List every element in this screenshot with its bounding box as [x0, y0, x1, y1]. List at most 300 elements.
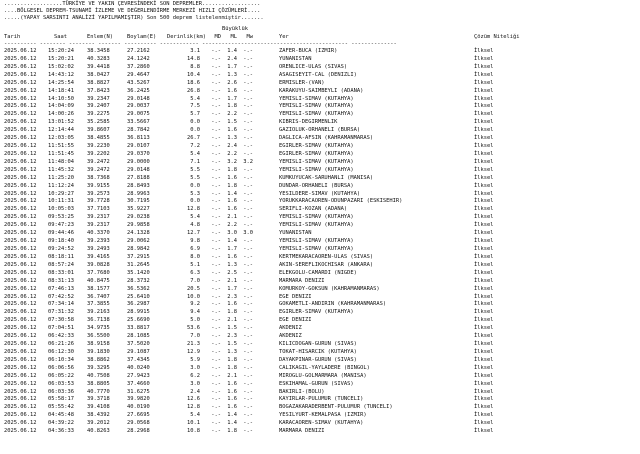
header-line-3: .....(YAPAY SARSINTI ANALİZİ YAPILMAMIŞTIR) Son 500 deprem listelenmiştir....... — [4, 15, 264, 21]
table-row — [4, 96, 634, 103]
row-solution-quality: İlksel — [474, 246, 494, 252]
table-row — [4, 151, 634, 158]
table-row — [4, 127, 634, 134]
row-longitude: 37.4345 — [127, 356, 150, 363]
row-ml: 1.6 — [227, 206, 237, 213]
row-date: 2025.06.12 — [4, 269, 37, 276]
row-date: 2025.06.12 — [4, 238, 37, 245]
row-ml: 1.8 — [227, 428, 237, 435]
row-md: -.- — [211, 238, 221, 245]
row-depth: 9.4 — [190, 309, 200, 316]
row-time: 07:34:14 — [48, 301, 74, 308]
row-time: 06:10:34 — [48, 356, 74, 363]
row-mw: -.- — [243, 396, 253, 403]
row-solution-quality: İlksel — [474, 48, 494, 54]
row-latitude: 36.5500 — [87, 333, 110, 340]
row-mw: -.- — [243, 79, 253, 86]
row-date: 2025.06.12 — [4, 309, 37, 316]
row-md: -.- — [211, 174, 221, 181]
row-time: 04:36:33 — [48, 428, 74, 435]
row-time: 12:14:44 — [48, 127, 74, 134]
row-md: -.- — [211, 230, 221, 237]
row-date: 2025.06.12 — [4, 230, 37, 237]
row-depth: 7.5 — [190, 103, 200, 110]
row-ml: 2.4 — [227, 55, 237, 62]
row-md: -.- — [211, 301, 221, 308]
row-mw: -.- — [243, 428, 253, 435]
row-time: 15:20:21 — [48, 55, 74, 62]
row-date: 2025.06.12 — [4, 222, 37, 229]
row-longitude: 36.5362 — [127, 285, 150, 292]
row-mw: -.- — [243, 372, 253, 379]
row-latitude: 39.7728 — [87, 198, 110, 205]
row-location: KERTMEKARACAOREN-ULAS (SIVAS) — [279, 253, 374, 260]
table-row — [4, 420, 634, 427]
col-header-location: Yer — [279, 34, 289, 40]
row-location: YESILDERE-SIMAV (KUTAHYA) — [279, 190, 361, 197]
row-depth: 5.4 — [190, 150, 200, 157]
row-ml: 1.6 — [227, 404, 237, 411]
row-ml: 1.4 — [227, 238, 237, 245]
row-depth: 6.2 — [190, 372, 200, 379]
row-mw: -.- — [243, 412, 253, 419]
row-time: 08:31:13 — [48, 277, 74, 284]
table-row — [4, 80, 634, 87]
row-solution-quality: İlksel — [474, 420, 494, 427]
row-solution-quality: İlksel — [474, 404, 494, 411]
row-mw: -.- — [243, 111, 253, 118]
row-md: -.- — [211, 206, 221, 213]
row-date: 2025.06.12 — [4, 261, 37, 268]
row-depth: 9.2 — [190, 301, 200, 308]
row-date: 2025.06.12 — [4, 380, 37, 387]
row-location: KAYIRLAR-PULUMUR (TUNCELI) — [279, 396, 364, 403]
row-mw: -.- — [243, 206, 253, 213]
row-latitude: 39.2202 — [87, 150, 110, 157]
row-solution-quality: İlksel — [474, 412, 494, 419]
row-mw: 3.2 — [243, 158, 253, 165]
row-depth: 6.3 — [190, 269, 200, 276]
row-md: -.- — [211, 396, 221, 403]
row-location: YEMISLI-SIMAV (KUTAHYA) — [279, 246, 354, 252]
row-latitude: 39.2393 — [87, 238, 110, 245]
magnitude-group-label: Büyüklük — [222, 26, 248, 32]
row-latitude: 39.2573 — [87, 190, 110, 197]
col-header-ml: ML — [230, 34, 237, 40]
row-md: -.- — [211, 111, 221, 118]
row-time: 07:04:51 — [48, 325, 74, 332]
row-location: YEMISLI-SIMAV (KUTAHYA) — [279, 166, 354, 173]
row-time: 07:42:52 — [48, 293, 74, 300]
row-solution-quality: İlksel — [474, 325, 494, 332]
table-row — [4, 72, 634, 79]
row-date: 2025.06.12 — [4, 404, 37, 411]
row-longitude: 25.6690 — [127, 317, 150, 324]
row-latitude: 38.8862 — [87, 356, 110, 363]
row-date: 2025.06.12 — [4, 253, 37, 260]
row-location: YEMISLI-SIMAV (KUTAHYA) — [279, 158, 354, 165]
table-row — [4, 119, 634, 126]
row-md: -.- — [211, 190, 221, 197]
row-date: 2025.06.12 — [4, 135, 37, 142]
row-solution-quality: İlksel — [474, 119, 494, 126]
row-mw: -.- — [243, 190, 253, 197]
table-row — [4, 143, 634, 150]
row-depth: 5.4 — [190, 412, 200, 419]
row-ml: 1.6 — [227, 174, 237, 181]
row-time: 04:45:48 — [48, 412, 74, 419]
row-solution-quality: İlksel — [474, 230, 494, 237]
table-row — [4, 412, 634, 419]
header-line-1: ..................TÜRKİYE VE YAKIN ÇEVRESİNDEKİ SON DEPREMLER.................. — [4, 1, 261, 7]
row-md: -.- — [211, 428, 221, 435]
row-ml: 1.7 — [227, 285, 237, 292]
row-time: 14:25:54 — [48, 79, 74, 86]
row-location: EGE DENIZI — [279, 317, 312, 324]
row-longitude: 33.8817 — [127, 325, 150, 332]
row-depth: 2.4 — [190, 388, 200, 395]
row-mw: -.- — [243, 214, 253, 221]
row-latitude: 40.7508 — [87, 372, 110, 379]
row-solution-quality: İlksel — [474, 277, 494, 284]
row-md: -.- — [211, 333, 221, 340]
row-location: EGIRLER-SIMAV (KUTAHYA) — [279, 309, 354, 316]
row-solution-quality: İlksel — [474, 301, 494, 308]
row-location: AKDENIZ — [279, 333, 302, 340]
row-ml: 3.2 — [227, 158, 237, 165]
row-time: 10:11:31 — [48, 198, 74, 205]
row-md: -.- — [211, 55, 221, 62]
row-latitude: 38.4392 — [87, 412, 110, 419]
row-latitude: 39.4108 — [87, 404, 110, 411]
table-row — [4, 214, 634, 221]
row-ml: 1.8 — [227, 364, 237, 371]
row-mw: -.- — [243, 119, 253, 126]
row-time: 06:12:30 — [48, 348, 74, 355]
row-mw: -.- — [243, 87, 253, 94]
row-latitude: 36.7407 — [87, 293, 110, 300]
row-mw: -.- — [243, 261, 253, 268]
row-longitude: 37.2915 — [127, 253, 150, 260]
row-depth: 12.8 — [187, 206, 200, 213]
row-ml: 2.6 — [227, 79, 237, 86]
row-depth: 21.3 — [187, 341, 200, 348]
row-depth: 5.9 — [190, 356, 200, 363]
row-longitude: 24.1242 — [127, 55, 150, 62]
table-row — [4, 238, 634, 245]
row-latitude: 38.4855 — [87, 135, 110, 142]
row-solution-quality: İlksel — [474, 269, 494, 276]
row-longitude: 28.7842 — [127, 127, 150, 134]
table-row — [4, 333, 634, 340]
row-time: 08:57:24 — [48, 261, 74, 268]
row-location: YORUKKARACAOREN-ODUNPAZARI (ESKISEHIR) — [279, 198, 403, 205]
row-date: 2025.06.12 — [4, 396, 37, 403]
row-ml: 3.0 — [227, 230, 237, 237]
table-row — [4, 159, 634, 166]
row-date: 2025.06.12 — [4, 158, 37, 165]
row-mw: -.- — [243, 348, 253, 355]
row-time: 09:18:40 — [48, 238, 74, 245]
row-latitude: 39.2472 — [87, 166, 110, 173]
row-time: 14:10:50 — [48, 95, 74, 102]
row-longitude: 28.2968 — [127, 428, 150, 435]
row-latitude: 38.3458 — [87, 48, 110, 54]
row-md: -.- — [211, 325, 221, 332]
row-date: 2025.06.12 — [4, 111, 37, 118]
row-date: 2025.06.12 — [4, 95, 37, 102]
row-depth: 0.0 — [190, 127, 200, 134]
row-location: TOKAT-HISARCIK (KUTAHYA) — [279, 348, 357, 355]
row-solution-quality: İlksel — [474, 333, 494, 340]
row-location: AKDENIZ — [279, 325, 302, 332]
row-ml: 2.5 — [227, 269, 237, 276]
row-longitude: 40.0190 — [127, 404, 150, 411]
row-mw: -.- — [243, 309, 253, 316]
row-solution-quality: İlksel — [474, 150, 494, 157]
row-md: -.- — [211, 356, 221, 363]
row-latitude: 34.9735 — [87, 325, 110, 332]
row-date: 2025.06.12 — [4, 182, 37, 189]
row-md: -.- — [211, 388, 221, 395]
col-header-longitude: Boylam(E) — [127, 34, 157, 40]
table-row — [4, 183, 634, 190]
row-depth: 5.3 — [190, 190, 200, 197]
row-depth: 10.8 — [187, 428, 200, 435]
row-ml: 1.5 — [227, 325, 237, 332]
row-solution-quality: İlksel — [474, 388, 494, 395]
row-ml: 1.7 — [227, 63, 237, 70]
row-md: -.- — [211, 127, 221, 134]
row-md: -.- — [211, 261, 221, 268]
row-location: KARAKUYU-SAIMBEYLI (ADANA) — [279, 87, 364, 94]
row-latitude: 39.9155 — [87, 182, 110, 189]
row-mw: -.- — [243, 269, 253, 276]
row-longitude: 31.2645 — [127, 261, 150, 268]
table-row — [4, 254, 634, 261]
row-date: 2025.06.12 — [4, 317, 37, 324]
row-longitude: 28.8493 — [127, 182, 150, 189]
row-time: 08:18:11 — [48, 253, 74, 260]
row-mw: -.- — [243, 103, 253, 110]
row-depth: 4.8 — [190, 222, 200, 229]
table-row — [4, 373, 634, 380]
row-date: 2025.06.12 — [4, 198, 37, 205]
row-mw: -.- — [243, 404, 253, 411]
row-longitude: 33.5667 — [127, 119, 150, 126]
table-row — [4, 428, 634, 435]
row-depth: 14.8 — [187, 55, 200, 62]
row-date: 2025.06.12 — [4, 150, 37, 157]
row-date: 2025.06.12 — [4, 293, 37, 300]
row-location: MARMARA DENIZI — [279, 277, 325, 284]
row-location: GAZIOLUK-ORHANELI (BURSA) — [279, 127, 361, 134]
row-md: -.- — [211, 103, 221, 110]
row-depth: 10.1 — [187, 420, 200, 427]
row-md: -.- — [211, 341, 221, 348]
row-mw: -.- — [243, 356, 253, 363]
row-mw: -.- — [243, 238, 253, 245]
row-md: -.- — [211, 79, 221, 86]
row-md: -.- — [211, 143, 221, 150]
row-solution-quality: İlksel — [474, 206, 494, 213]
table-row — [4, 262, 634, 269]
row-ml: 1.6 — [227, 253, 237, 260]
magnitude-group-header — [4, 26, 634, 33]
row-mw: -.- — [243, 182, 253, 189]
table-row — [4, 381, 634, 388]
row-solution-quality: İlksel — [474, 309, 494, 316]
row-longitude: 27.2162 — [127, 48, 150, 54]
row-date: 2025.06.12 — [4, 79, 37, 86]
row-md: -.- — [211, 348, 221, 355]
row-latitude: 39.2407 — [87, 103, 110, 110]
table-row — [4, 309, 634, 316]
row-latitude: 40.8263 — [87, 428, 110, 435]
row-longitude: 36.2987 — [127, 301, 150, 308]
table-row — [4, 270, 634, 277]
row-md: -.- — [211, 293, 221, 300]
row-solution-quality: İlksel — [474, 428, 494, 435]
row-ml: 1.6 — [227, 388, 237, 395]
row-location: GOKAMETLI-ANDIRIN (KAHRAMANMARAS) — [279, 301, 387, 308]
row-depth: 53.6 — [187, 325, 200, 332]
row-date: 2025.06.12 — [4, 71, 37, 78]
row-md: -.- — [211, 317, 221, 324]
row-solution-quality: İlksel — [474, 63, 494, 70]
row-ml: 1.3 — [227, 261, 237, 268]
row-depth: 20.5 — [187, 285, 200, 292]
row-mw: -.- — [243, 317, 253, 324]
row-depth: 12.7 — [187, 230, 200, 237]
row-depth: 8.8 — [190, 63, 200, 70]
row-longitude: 24.1328 — [127, 230, 150, 237]
row-solution-quality: İlksel — [474, 261, 494, 268]
row-ml: 1.4 — [227, 48, 237, 54]
row-depth: 5.5 — [190, 166, 200, 173]
table-row — [4, 222, 634, 229]
row-longitude: 28.9963 — [127, 190, 150, 197]
row-location: YEMISLI-SIMAV (KUTAHYA) — [279, 103, 354, 110]
row-date: 2025.06.12 — [4, 341, 37, 348]
table-row — [4, 167, 634, 174]
row-date: 2025.06.12 — [4, 87, 37, 94]
row-date: 2025.06.12 — [4, 285, 37, 292]
row-ml: 1.8 — [227, 182, 237, 189]
row-solution-quality: İlksel — [474, 87, 494, 94]
row-time: 14:43:12 — [48, 71, 74, 78]
row-longitude: 37.2860 — [127, 63, 150, 70]
row-time: 15:02:02 — [48, 63, 74, 70]
row-md: -.- — [211, 404, 221, 411]
row-latitude: 40.8475 — [87, 277, 110, 284]
row-ml: 1.3 — [227, 71, 237, 78]
row-mw: -.- — [243, 135, 253, 142]
row-latitude: 39.2347 — [87, 95, 110, 102]
row-mw: -.- — [243, 293, 253, 300]
row-location: ERMISLER-(VAN) — [279, 79, 325, 86]
row-longitude: 36.8113 — [127, 135, 150, 142]
row-location: KARACAOREN-SIMAV (KUTAHYA) — [279, 420, 364, 427]
row-longitude: 27.9423 — [127, 372, 150, 379]
row-date: 2025.06.12 — [4, 420, 37, 427]
row-location: KILICDOGAN-GURUN (SIVAS) — [279, 341, 357, 348]
row-longitude: 29.0062 — [127, 238, 150, 245]
table-row — [4, 301, 634, 308]
row-mw: -.- — [243, 127, 253, 134]
row-ml: 1.6 — [227, 380, 237, 387]
row-longitude: 30.7195 — [127, 198, 150, 205]
row-md: -.- — [211, 222, 221, 229]
row-md: -.- — [211, 412, 221, 419]
row-longitude: 31.6275 — [127, 388, 150, 395]
row-longitude: 29.1087 — [127, 348, 150, 355]
row-depth: 3.0 — [190, 364, 200, 371]
row-latitude: 37.3855 — [87, 301, 110, 308]
row-ml: 2.3 — [227, 293, 237, 300]
row-solution-quality: İlksel — [474, 253, 494, 260]
row-latitude: 39.2230 — [87, 143, 110, 150]
row-solution-quality: İlksel — [474, 127, 494, 134]
row-location: EGIRLER-SIMAV (KUTAHYA) — [279, 150, 354, 157]
row-time: 06:03:53 — [48, 380, 74, 387]
row-longitude: 28.9915 — [127, 309, 150, 316]
row-location: YESILYURT-KEMALPASA (IZMIR) — [279, 412, 367, 419]
row-location: DUNDAR-ORHANELI (BURSA) — [279, 182, 354, 189]
row-md: -.- — [211, 87, 221, 94]
row-solution-quality: İlksel — [474, 103, 494, 110]
column-separator: ---------- -------- -------- ------- ---------- ------------ --------------------------------------------- -------------- — [4, 41, 397, 47]
row-time: 06:06:56 — [48, 364, 74, 371]
row-solution-quality: İlksel — [474, 372, 494, 379]
row-location: YEMISLI-SIMAV (KUTAHYA) — [279, 214, 354, 221]
row-time: 14:00:26 — [48, 111, 74, 118]
row-depth: 10.0 — [187, 293, 200, 300]
row-solution-quality: İlksel — [474, 143, 494, 150]
row-longitude: 25.6410 — [127, 293, 150, 300]
row-longitude: 29.0148 — [127, 95, 150, 102]
row-ml: 2.3 — [227, 333, 237, 340]
table-row — [4, 349, 634, 356]
table-row — [4, 206, 634, 213]
row-latitude: 38.0427 — [87, 71, 110, 78]
row-depth: 7.0 — [190, 277, 200, 284]
row-date: 2025.06.12 — [4, 190, 37, 197]
row-date: 2025.06.12 — [4, 364, 37, 371]
row-date: 2025.06.12 — [4, 333, 37, 340]
row-date: 2025.06.12 — [4, 55, 37, 62]
row-md: -.- — [211, 309, 221, 316]
table-row — [4, 357, 634, 364]
row-ml: 1.6 — [227, 198, 237, 205]
row-ml: 1.7 — [227, 95, 237, 102]
row-mw: -.- — [243, 174, 253, 181]
row-ml: 1.5 — [227, 341, 237, 348]
row-ml: 1.3 — [227, 135, 237, 142]
row-location: KUMKUYUCAK-SARUHANLI (MANISA) — [279, 174, 374, 181]
row-solution-quality: İlksel — [474, 190, 494, 197]
row-md: -.- — [211, 182, 221, 189]
row-time: 09:24:52 — [48, 246, 74, 252]
row-depth: 5.4 — [190, 95, 200, 102]
row-md: -.- — [211, 158, 221, 165]
row-location: ELEKGOLU-CAMARDI (NIGDE) — [279, 269, 357, 276]
row-time: 10:05:03 — [48, 206, 74, 213]
table-row — [4, 48, 634, 55]
row-md: -.- — [211, 150, 221, 157]
row-longitude: 40.0240 — [127, 364, 150, 371]
row-depth: 0.0 — [190, 198, 200, 205]
